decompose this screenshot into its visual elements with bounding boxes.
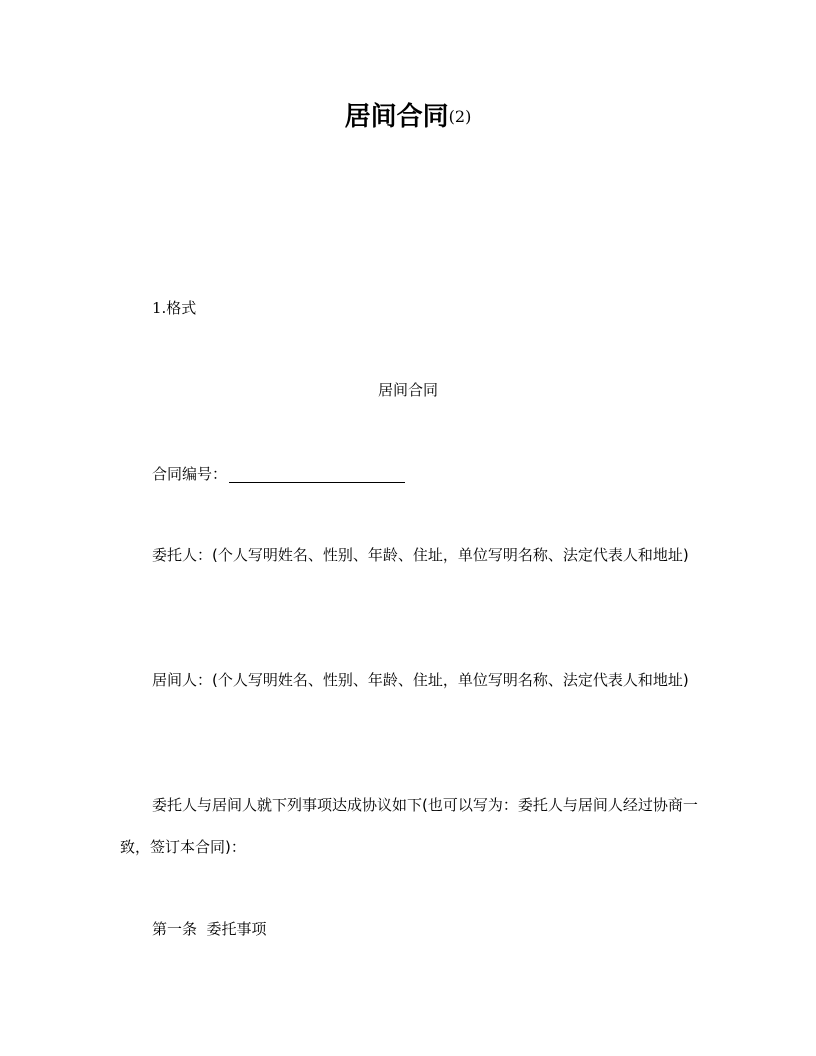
principal-paragraph: 委托人：(个人写明姓名、性别、年龄、住址，单位写明名称、法定代表人和地址) [152, 546, 689, 564]
document-title [0, 100, 816, 137]
section-label-text: 1.格式 [152, 299, 197, 317]
document-title-main: 居间合同 [344, 102, 449, 132]
article-1-heading: 第一条 委托事项 [152, 920, 267, 938]
contract-number-row [152, 464, 405, 484]
contract-number-label: 合同编号： [152, 465, 228, 483]
section-label [152, 298, 196, 318]
intermediary-paragraph: 居间人：(个人写明姓名、性别、年龄、住址，单位写明名称、法定代表人和地址) [152, 671, 689, 689]
agreement-intro-paragraph: 委托人与居间人就下列事项达成协议如下(也可以写为：委托人与居间人经过协商一致，签订本合同)： [120, 796, 698, 856]
contract-number-blank [229, 466, 405, 483]
contract-title: 居间合同 [377, 381, 438, 399]
document-title-suffix: (2) [448, 107, 472, 126]
